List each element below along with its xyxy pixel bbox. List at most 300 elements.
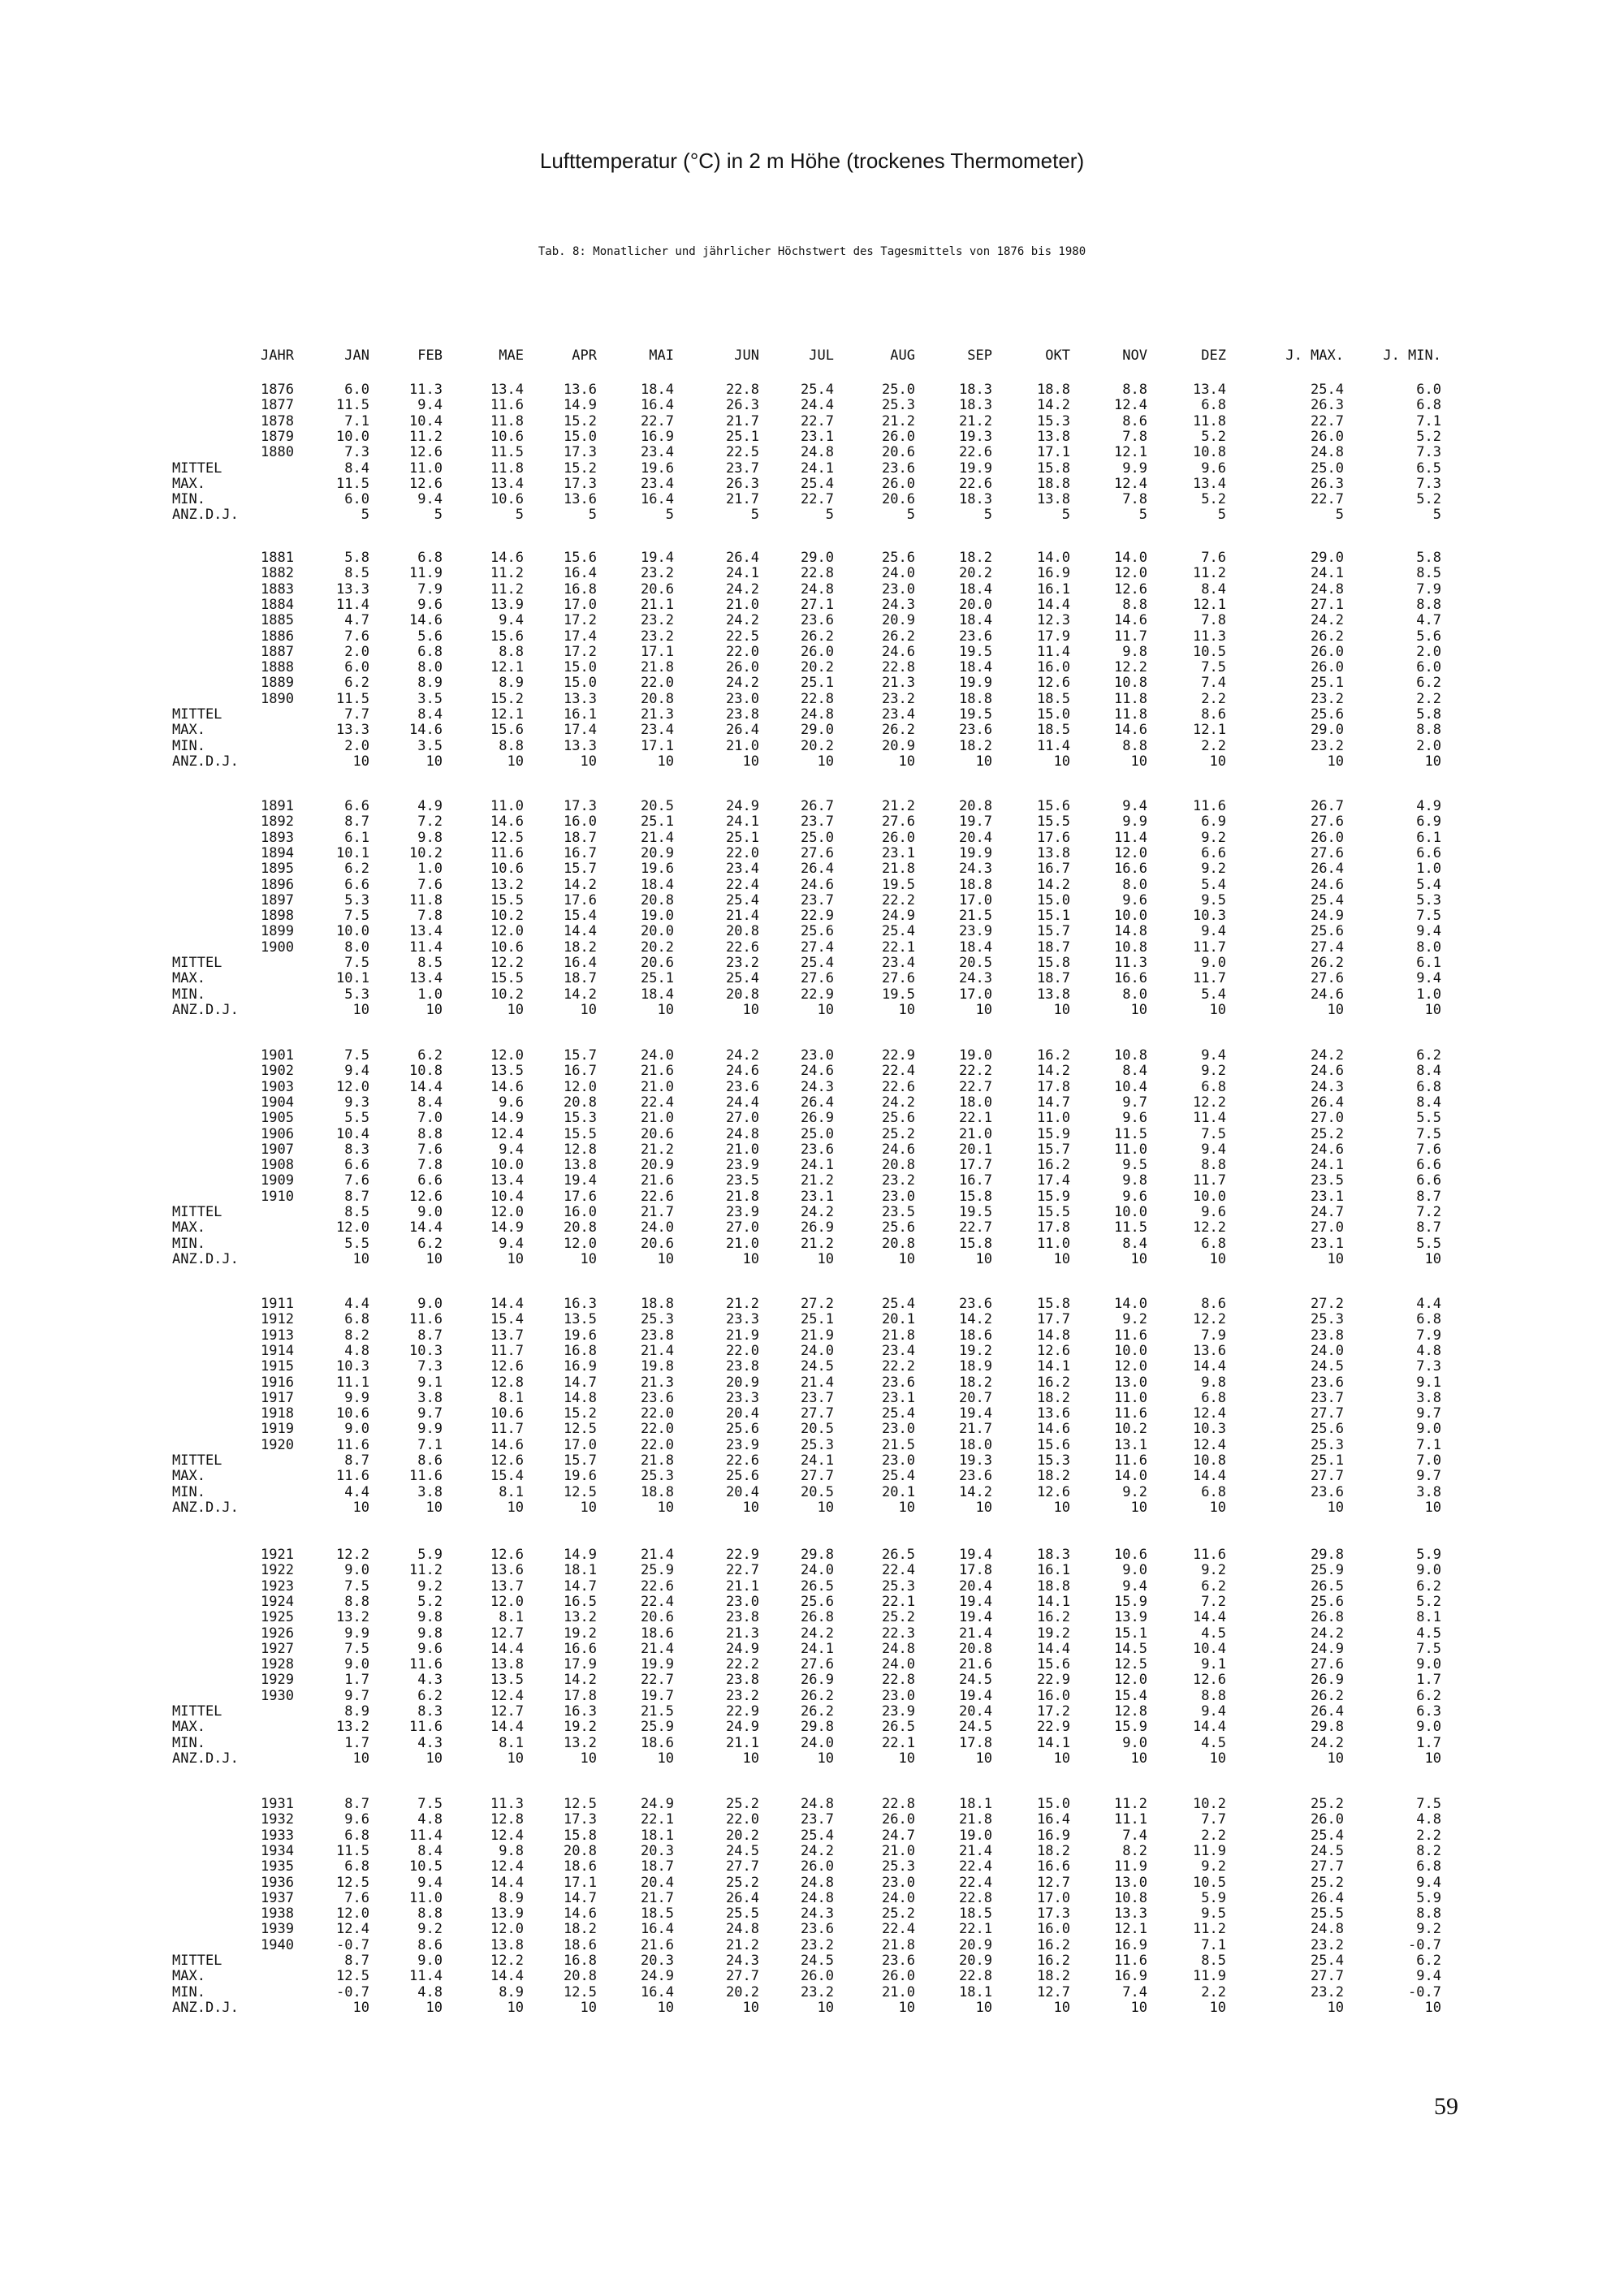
stat-cell: 20.9: [959, 1953, 992, 1969]
value-cell: 12.0: [1114, 565, 1147, 582]
value-cell: 7.8: [1122, 428, 1147, 445]
year-cell: 1878: [261, 412, 294, 429]
value-cell: 14.6: [490, 550, 524, 566]
value-cell: 8.8: [417, 1905, 443, 1923]
value-cell: 13.6: [1193, 1342, 1226, 1359]
stat-cell: 9.2: [1122, 1483, 1147, 1500]
value-cell: 9.0: [1416, 1656, 1441, 1673]
value-cell: 22.0: [641, 1405, 674, 1422]
count-cell: 5: [1335, 507, 1344, 524]
stat-cell: 25.6: [882, 1219, 915, 1236]
stat-cell: 13.4: [490, 475, 524, 492]
value-cell: 27.7: [1311, 1858, 1344, 1875]
value-cell: 14.8: [1037, 1327, 1070, 1344]
stat-cell: 22.8: [959, 1968, 992, 1985]
count-cell: 10: [1130, 1250, 1147, 1267]
value-cell: 25.6: [1311, 923, 1344, 940]
value-cell: 10.6: [490, 428, 524, 445]
value-cell: 9.6: [417, 1640, 443, 1657]
value-cell: 9.0: [417, 1296, 443, 1312]
value-cell: 11.5: [336, 1842, 369, 1859]
value-cell: 11.4: [409, 1827, 443, 1844]
stat-cell: 9.0: [1201, 955, 1226, 971]
value-cell: 14.6: [564, 1905, 597, 1923]
value-cell: 10.2: [1114, 1421, 1147, 1438]
value-cell: 6.2: [417, 1687, 443, 1704]
stat-label-mittel: MITTEL: [172, 1953, 222, 1969]
value-cell: 25.3: [641, 1311, 674, 1328]
stat-cell: 18.7: [1037, 970, 1070, 987]
stat-cell: 18.1: [959, 1983, 992, 2000]
value-cell: 4.9: [1416, 798, 1441, 814]
value-cell: 19.9: [959, 675, 992, 692]
stat-cell: 8.7: [344, 1953, 369, 1969]
value-cell: 6.8: [1416, 1078, 1441, 1095]
value-cell: 23.1: [882, 1389, 915, 1406]
value-cell: 27.6: [801, 1656, 834, 1673]
value-cell: 18.5: [1037, 690, 1070, 707]
stat-cell: 27.6: [1311, 970, 1344, 987]
value-cell: 21.8: [882, 1327, 915, 1344]
value-cell: 8.4: [417, 1842, 443, 1859]
count-cell: 10: [1424, 1999, 1441, 2016]
value-cell: 12.0: [336, 1905, 369, 1923]
stat-cell: 26.2: [1311, 955, 1344, 971]
value-cell: 4.4: [344, 1296, 369, 1312]
stat-cell: 10.1: [336, 970, 369, 987]
count-cell: 5: [906, 507, 915, 524]
value-cell: 5.2: [1416, 1593, 1441, 1610]
stat-cell: -0.7: [1408, 1983, 1441, 2000]
value-cell: 22.6: [641, 1188, 674, 1205]
value-cell: 18.2: [564, 939, 597, 956]
value-cell: 13.8: [490, 1656, 524, 1673]
value-cell: 18.2: [1037, 1389, 1070, 1406]
value-cell: 8.8: [417, 1125, 443, 1142]
value-cell: 7.6: [344, 1889, 369, 1906]
stat-cell: 11.7: [1193, 970, 1226, 987]
value-cell: 16.9: [564, 1358, 597, 1375]
value-cell: 20.9: [959, 1936, 992, 1953]
value-cell: 3.8: [417, 1389, 443, 1406]
year-cell: 1890: [261, 690, 294, 707]
value-cell: 26.4: [1311, 1889, 1344, 1906]
year-cell: 1915: [261, 1358, 294, 1375]
count-cell: 10: [1053, 1250, 1070, 1267]
value-cell: 25.3: [882, 1577, 915, 1595]
value-cell: 24.6: [1311, 1063, 1344, 1080]
value-cell: 9.1: [417, 1374, 443, 1391]
stat-cell: 14.6: [1114, 722, 1147, 739]
stat-cell: 1.0: [1416, 986, 1441, 1003]
value-cell: 11.7: [1114, 628, 1147, 645]
value-cell: 20.4: [959, 1577, 992, 1595]
value-cell: 15.9: [1037, 1125, 1070, 1142]
stat-cell: 17.2: [1037, 1703, 1070, 1720]
stat-cell: 27.7: [726, 1968, 759, 1985]
stat-label-max: MAX.: [172, 970, 205, 987]
stat-cell: 8.4: [417, 706, 443, 723]
count-cell: 10: [580, 1001, 597, 1018]
value-cell: 16.2: [1037, 1609, 1070, 1626]
value-cell: 5.9: [1416, 1889, 1441, 1906]
value-cell: 21.0: [641, 1110, 674, 1127]
value-cell: 15.3: [564, 1110, 597, 1127]
stat-label-mittel: MITTEL: [172, 1452, 222, 1469]
stat-cell: 24.7: [1311, 1204, 1344, 1220]
value-cell: 9.8: [1201, 1374, 1226, 1391]
value-cell: 12.0: [1114, 844, 1147, 861]
stat-cell: 24.5: [801, 1953, 834, 1969]
count-cell: 10: [1130, 753, 1147, 770]
value-cell: 23.0: [882, 1188, 915, 1205]
year-cell: 1882: [261, 565, 294, 582]
value-cell: 19.5: [959, 643, 992, 660]
value-cell: 9.2: [1122, 1311, 1147, 1328]
stat-cell: 24.8: [801, 706, 834, 723]
stat-cell: 10.2: [490, 986, 524, 1003]
value-cell: 24.6: [801, 876, 834, 893]
value-cell: 7.5: [344, 1577, 369, 1595]
value-cell: 20.8: [959, 798, 992, 814]
value-cell: 22.9: [1037, 1672, 1070, 1689]
stat-cell: 5.2: [1416, 491, 1441, 508]
value-cell: 24.4: [726, 1094, 759, 1111]
stat-label-max: MAX.: [172, 1219, 205, 1236]
page-title: Lufttemperatur (°C) in 2 m Höhe (trockenes Thermometer): [539, 149, 1085, 173]
value-cell: 26.2: [882, 628, 915, 645]
value-cell: 16.9: [1037, 1827, 1070, 1844]
value-cell: 14.1: [1037, 1593, 1070, 1610]
stat-cell: 9.4: [1416, 970, 1441, 987]
year-cell: 1906: [261, 1125, 294, 1142]
value-cell: 22.5: [726, 628, 759, 645]
value-cell: 21.8: [882, 1936, 915, 1953]
value-cell: 16.6: [1037, 1858, 1070, 1875]
count-cell: 10: [352, 1750, 369, 1767]
value-cell: 9.8: [417, 829, 443, 846]
value-cell: 12.0: [490, 1047, 524, 1064]
value-cell: 24.3: [882, 596, 915, 613]
value-cell: 23.2: [882, 1172, 915, 1189]
count-cell: 10: [507, 753, 524, 770]
value-cell: 26.7: [1311, 798, 1344, 814]
value-cell: 11.8: [490, 412, 524, 429]
value-cell: 12.0: [490, 1921, 524, 1938]
stat-cell: 24.3: [726, 1953, 759, 1969]
value-cell: 2.2: [1416, 690, 1441, 707]
stat-cell: 14.9: [490, 1219, 524, 1236]
value-cell: 22.4: [641, 1094, 674, 1111]
value-cell: 23.2: [641, 612, 674, 629]
value-cell: 27.6: [801, 844, 834, 861]
value-cell: 18.4: [959, 612, 992, 629]
value-cell: 7.8: [417, 1157, 443, 1174]
value-cell: 10.6: [336, 1405, 369, 1422]
value-cell: 6.6: [1416, 1157, 1441, 1174]
stat-cell: 8.6: [1201, 706, 1226, 723]
value-cell: 27.2: [801, 1296, 834, 1312]
value-cell: 8.4: [1201, 580, 1226, 598]
year-cell: 1909: [261, 1172, 294, 1189]
value-cell: 21.2: [641, 1141, 674, 1158]
value-cell: 27.1: [801, 596, 834, 613]
value-cell: 24.1: [1311, 565, 1344, 582]
stat-cell: 11.8: [1114, 706, 1147, 723]
value-cell: 27.2: [1311, 1296, 1344, 1312]
stat-cell: 21.3: [641, 706, 674, 723]
value-cell: 24.8: [801, 1796, 834, 1812]
value-cell: 4.8: [1416, 1342, 1441, 1359]
value-cell: 22.0: [726, 643, 759, 660]
value-cell: 11.9: [1114, 1858, 1147, 1875]
value-cell: 6.8: [344, 1858, 369, 1875]
value-cell: 19.9: [641, 1656, 674, 1673]
value-cell: 9.8: [1122, 1172, 1147, 1189]
value-cell: 22.6: [726, 939, 759, 956]
value-cell: 24.8: [882, 1640, 915, 1657]
value-cell: 22.6: [882, 1078, 915, 1095]
stat-cell: 23.1: [1311, 1235, 1344, 1252]
value-cell: 17.7: [1037, 1311, 1070, 1328]
stat-cell: 24.0: [641, 1219, 674, 1236]
value-cell: 15.5: [564, 1125, 597, 1142]
value-cell: 22.8: [801, 690, 834, 707]
value-cell: 22.7: [801, 412, 834, 429]
stat-cell: 22.1: [882, 1734, 915, 1751]
value-cell: 6.8: [1416, 397, 1441, 414]
stat-cell: 18.2: [959, 737, 992, 754]
stat-cell: 9.0: [1416, 1719, 1441, 1736]
value-cell: 9.6: [344, 1811, 369, 1828]
value-cell: 14.4: [1037, 596, 1070, 613]
stat-cell: 15.5: [490, 970, 524, 987]
value-cell: 14.7: [1037, 1094, 1070, 1111]
stat-cell: 15.2: [564, 460, 597, 477]
column-header: NOV: [1122, 347, 1147, 364]
value-cell: 24.2: [1311, 612, 1344, 629]
stat-label-anz: ANZ.D.J.: [172, 753, 239, 770]
value-cell: 22.1: [959, 1110, 992, 1127]
value-cell: 8.2: [1122, 1842, 1147, 1859]
value-cell: 26.4: [726, 1889, 759, 1906]
value-cell: 16.4: [641, 1921, 674, 1938]
column-header: MAE: [499, 347, 524, 364]
column-header: MAI: [649, 347, 674, 364]
value-cell: 15.6: [1037, 1436, 1070, 1453]
stat-cell: 13.8: [1037, 986, 1070, 1003]
value-cell: 7.5: [344, 1640, 369, 1657]
value-cell: 21.2: [882, 412, 915, 429]
count-cell: 10: [1327, 1001, 1344, 1018]
stat-cell: 23.4: [882, 955, 915, 971]
value-cell: 4.8: [344, 1342, 369, 1359]
stat-cell: 20.6: [641, 955, 674, 971]
stat-cell: 15.8: [959, 1235, 992, 1252]
year-cell: 1919: [261, 1421, 294, 1438]
value-cell: 20.8: [564, 1842, 597, 1859]
stat-cell: 23.6: [882, 460, 915, 477]
value-cell: 14.2: [959, 1311, 992, 1328]
value-cell: 22.3: [882, 1625, 915, 1642]
value-cell: 5.2: [1416, 428, 1441, 445]
value-cell: 10.2: [490, 908, 524, 925]
column-header: J. MIN.: [1383, 347, 1441, 364]
value-cell: 11.6: [336, 1436, 369, 1453]
count-cell: 10: [580, 1999, 597, 2016]
stat-cell: 9.0: [417, 1204, 443, 1220]
stat-cell: 22.6: [959, 475, 992, 492]
value-cell: 25.4: [1311, 891, 1344, 908]
value-cell: 9.7: [417, 1405, 443, 1422]
stat-cell: 27.7: [801, 1468, 834, 1485]
value-cell: 14.6: [490, 814, 524, 831]
stat-cell: 22.9: [801, 986, 834, 1003]
stat-label-max: MAX.: [172, 1719, 205, 1736]
value-cell: 24.0: [801, 1562, 834, 1579]
value-cell: 26.2: [1311, 1687, 1344, 1704]
value-cell: 5.5: [1416, 1110, 1441, 1127]
stat-cell: 27.6: [801, 970, 834, 987]
value-cell: 25.5: [726, 1905, 759, 1923]
value-cell: 11.5: [1114, 1125, 1147, 1142]
value-cell: 7.5: [1416, 908, 1441, 925]
value-cell: 7.9: [1416, 1327, 1441, 1344]
stat-cell: 21.0: [726, 737, 759, 754]
count-cell: 10: [1209, 1499, 1226, 1516]
value-cell: 9.9: [344, 1389, 369, 1406]
value-cell: 11.0: [409, 1889, 443, 1906]
value-cell: 18.5: [959, 1905, 992, 1923]
value-cell: 23.2: [726, 1687, 759, 1704]
year-cell: 1908: [261, 1157, 294, 1174]
value-cell: 16.9: [641, 428, 674, 445]
stat-cell: 9.4: [499, 1235, 524, 1252]
column-header: FEB: [417, 347, 443, 364]
value-cell: 6.0: [344, 382, 369, 398]
stat-cell: 12.7: [490, 1703, 524, 1720]
value-cell: 11.2: [409, 1562, 443, 1579]
year-cell: 1930: [261, 1687, 294, 1704]
count-cell: 10: [425, 1750, 443, 1767]
count-cell: 5: [361, 507, 369, 524]
value-cell: 19.4: [564, 1172, 597, 1189]
value-cell: 10.5: [409, 1858, 443, 1875]
value-cell: 24.0: [801, 1342, 834, 1359]
value-cell: 25.1: [1311, 675, 1344, 692]
value-cell: 22.4: [641, 1593, 674, 1610]
stat-cell: 24.0: [801, 1734, 834, 1751]
value-cell: 6.1: [1416, 829, 1441, 846]
value-cell: 9.3: [344, 1094, 369, 1111]
value-cell: 16.4: [641, 397, 674, 414]
value-cell: 14.2: [564, 1672, 597, 1689]
year-cell: 1897: [261, 891, 294, 908]
value-cell: 9.4: [1201, 923, 1226, 940]
value-cell: 24.2: [801, 1842, 834, 1859]
value-cell: 24.1: [726, 814, 759, 831]
stat-cell: 22.9: [1037, 1719, 1070, 1736]
stat-cell: 9.7: [1416, 1468, 1441, 1485]
value-cell: 18.6: [564, 1858, 597, 1875]
count-cell: 10: [975, 1999, 992, 2016]
count-cell: 10: [580, 1250, 597, 1267]
stat-cell: 26.3: [726, 475, 759, 492]
stat-cell: 20.2: [801, 737, 834, 754]
stat-cell: 14.4: [1193, 1719, 1226, 1736]
value-cell: 26.8: [1311, 1609, 1344, 1626]
value-cell: 13.8: [1037, 844, 1070, 861]
value-cell: 11.2: [1193, 565, 1226, 582]
value-cell: 7.6: [1201, 550, 1226, 566]
value-cell: 24.5: [1311, 1358, 1344, 1375]
value-cell: 27.6: [882, 814, 915, 831]
value-cell: 23.6: [726, 1078, 759, 1095]
count-cell: 10: [898, 1250, 915, 1267]
value-cell: 27.4: [801, 939, 834, 956]
value-cell: 25.6: [801, 1593, 834, 1610]
year-cell: 1931: [261, 1796, 294, 1812]
value-cell: 8.0: [1416, 939, 1441, 956]
stat-label-mittel: MITTEL: [172, 1703, 222, 1720]
value-cell: 12.0: [490, 923, 524, 940]
value-cell: 13.7: [490, 1577, 524, 1595]
value-cell: 11.2: [490, 565, 524, 582]
value-cell: 22.1: [959, 1921, 992, 1938]
year-cell: 1898: [261, 908, 294, 925]
value-cell: 16.2: [1037, 1157, 1070, 1174]
stat-cell: 23.4: [641, 475, 674, 492]
count-cell: 10: [817, 1750, 834, 1767]
value-cell: 27.4: [1311, 939, 1344, 956]
stat-cell: 25.6: [1311, 706, 1344, 723]
value-cell: 12.8: [490, 1811, 524, 1828]
value-cell: 24.9: [726, 1640, 759, 1657]
stat-cell: 3.8: [1416, 1483, 1441, 1500]
value-cell: 25.1: [726, 428, 759, 445]
stat-cell: 2.0: [344, 737, 369, 754]
value-cell: 18.6: [959, 1327, 992, 1344]
value-cell: 12.0: [490, 1593, 524, 1610]
stat-cell: 19.5: [959, 1204, 992, 1220]
column-header: DEZ: [1201, 347, 1226, 364]
value-cell: 24.3: [801, 1078, 834, 1095]
column-header: J. MAX.: [1285, 347, 1344, 364]
value-cell: 25.4: [801, 382, 834, 398]
value-cell: 8.0: [1122, 876, 1147, 893]
value-cell: 22.8: [882, 1672, 915, 1689]
value-cell: 19.4: [959, 1687, 992, 1704]
value-cell: 14.2: [1037, 1063, 1070, 1080]
value-cell: 24.7: [882, 1827, 915, 1844]
value-cell: 9.0: [1416, 1421, 1441, 1438]
year-cell: 1938: [261, 1905, 294, 1923]
value-cell: 11.0: [490, 798, 524, 814]
year-cell: 1888: [261, 659, 294, 676]
value-cell: 20.5: [801, 1421, 834, 1438]
year-cell: 1891: [261, 798, 294, 814]
value-cell: 24.8: [1311, 444, 1344, 461]
stat-cell: 10.6: [490, 491, 524, 508]
stat-cell: 5.4: [1201, 986, 1226, 1003]
stat-cell: 20.5: [959, 955, 992, 971]
stat-cell: 14.2: [564, 986, 597, 1003]
value-cell: 13.8: [490, 1936, 524, 1953]
stat-cell: 23.6: [882, 1953, 915, 1969]
value-cell: 22.8: [959, 1889, 992, 1906]
value-cell: 16.3: [564, 1296, 597, 1312]
value-cell: 15.4: [490, 1311, 524, 1328]
